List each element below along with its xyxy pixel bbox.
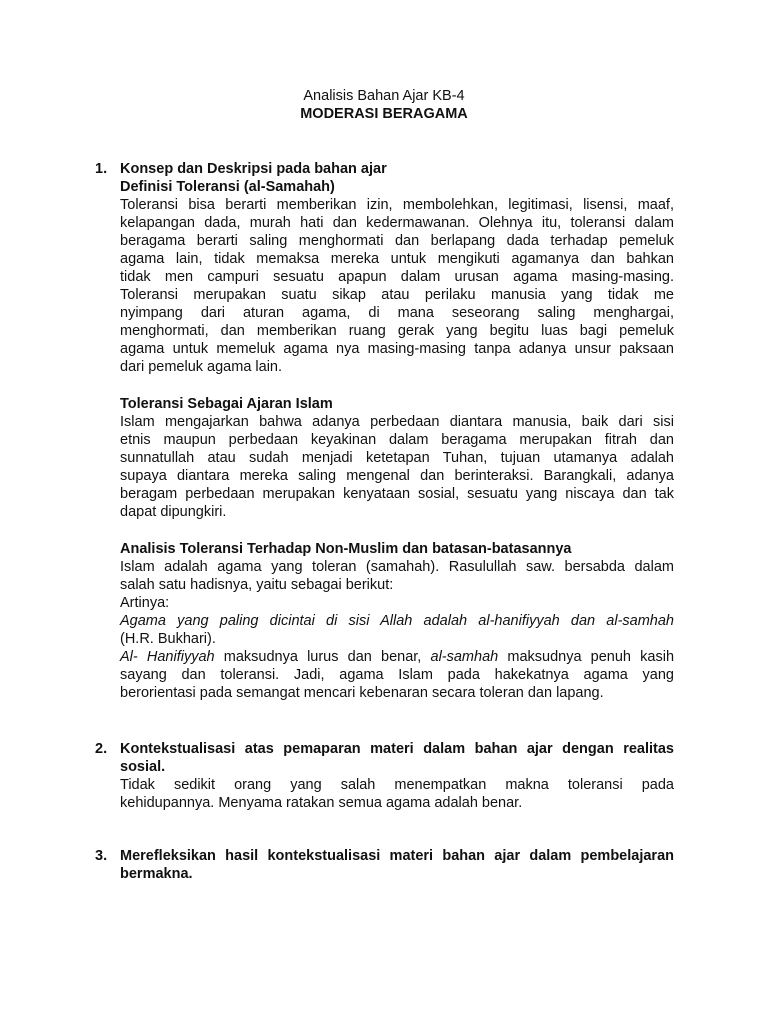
paragraph-line: tidak men campuri sesuatu apapun dalam urusan agama masing-masing. <box>120 269 674 285</box>
term-samhah-definition: maksudnya penuh kasih <box>498 649 675 665</box>
section-3-heading: Merefleksikan hasil kontekstualisasi materi bahan ajar dalam pembelajaran <box>120 848 674 864</box>
term-hanifiyyah-definition: maksudnya lurus dan benar, <box>214 649 431 665</box>
paragraph-line: sayang dan toleransi. Jadi, agama Islam pada hakekatnya agama yang <box>120 667 674 683</box>
section-2 <box>120 740 674 812</box>
paragraph-line: Tidak sedikit orang yang salah menempatkan makna toleransi pada <box>120 777 674 793</box>
paragraph-line: menghormati, dan memberikan ruang gerak yang begitu luas bagi pemeluk <box>120 323 674 339</box>
paragraph-line: sunnatullah atau sudah menjadi ketetapan Tuhan, tujuan utamanya adalah <box>120 450 674 466</box>
toleransi-islam-heading: Toleransi Sebagai Ajaran Islam <box>120 396 333 412</box>
section-2-heading-cont: sosial. <box>120 759 166 775</box>
artinya-label: Artinya: <box>120 595 170 611</box>
paragraph-line <box>120 648 674 666</box>
paragraph-line: beragama berarti saling menghormati dan berlapang dada terhadap pemeluk <box>120 233 674 249</box>
toleransi-islam-paragraph <box>120 413 674 521</box>
analisis-heading: Analisis Toleransi Terhadap Non-Muslim dan batasan-batasannya <box>120 541 572 557</box>
document-title: Analisis Bahan Ajar KB-4 <box>303 88 465 104</box>
hadith-quote: Agama yang paling dicintai di sisi Allah adalah al-hanifiyyah dan al-samhah <box>120 613 674 629</box>
section-3-number: 3. <box>95 848 108 864</box>
paragraph-line: berorientasi pada semangat mencari kebenaran secara toleran dan lapang. <box>120 685 604 701</box>
paragraph-line: dapat dipungkiri. <box>120 504 227 520</box>
section-1-heading: Konsep dan Deskripsi pada bahan ajar <box>120 161 387 177</box>
paragraph-line: beragam perbedaan merupakan kenyataan sosial, sesuatu yang niscaya dan tak <box>120 486 674 502</box>
paragraph-line: kelapangan dada, murah hati dan kedermawanan. Olehnya itu, toleransi dalam <box>120 215 674 231</box>
paragraph-line: Toleransi bisa berarti memberikan izin, membolehkan, legitimasi, lisensi, maaf, <box>120 197 674 213</box>
paragraph-line: etnis maupun perbedaan keyakinan dalam beragama merupakan fitrah dan <box>120 432 674 448</box>
term-samhah: al-samhah <box>430 649 499 665</box>
analisis-section <box>120 540 674 702</box>
term-hanifiyyah: Al- Hanifiyyah <box>120 649 215 665</box>
paragraph-line: agama untuk memeluk agama nya masing-masing tanpa adanya unsur paksaan <box>120 341 674 357</box>
section-2-number: 2. <box>95 741 108 757</box>
paragraph-line: nyimpang dari aturan agama, di mana seseorang saling menghargai, <box>120 305 674 321</box>
paragraph-line: agama lain, tidak memaksa mereka untuk mengikuti agamanya dan bahkan <box>120 251 674 267</box>
section-3-heading-cont: bermakna. <box>120 866 193 882</box>
section-1 <box>120 160 674 376</box>
paragraph-line: Islam adalah agama yang toleran (samahah). Rasulullah saw. bersabda dalam <box>120 559 674 575</box>
paragraph-line: supaya diantara mereka saling mengenal dan berinteraksi. Barangkali, adanya <box>120 468 674 484</box>
definisi-paragraph <box>120 196 674 376</box>
toleransi-islam-section <box>120 395 674 521</box>
hadith-source: (H.R. Bukhari). <box>120 631 216 647</box>
section-3 <box>120 847 674 883</box>
definisi-heading: Definisi Toleransi (al-Samahah) <box>120 179 335 195</box>
document-subtitle: MODERASI BERAGAMA <box>300 106 468 122</box>
paragraph-line: dari pemeluk agama lain. <box>120 359 283 375</box>
paragraph-line: Toleransi merupakan suatu sikap atau perilaku manusia yang tidak me <box>120 287 674 303</box>
section-1-number: 1. <box>95 161 108 177</box>
paragraph-line: Islam mengajarkan bahwa adanya perbedaan diantara manusia, baik dari sisi <box>120 414 674 430</box>
paragraph-line: kehidupannya. Menyama ratakan semua agama adalah benar. <box>120 795 523 811</box>
section-2-heading: Kontekstualisasi atas pemaparan materi dalam bahan ajar dengan realitas <box>120 741 674 757</box>
paragraph-line: salah satu hadisnya, yaitu sebagai berikut: <box>120 577 394 593</box>
